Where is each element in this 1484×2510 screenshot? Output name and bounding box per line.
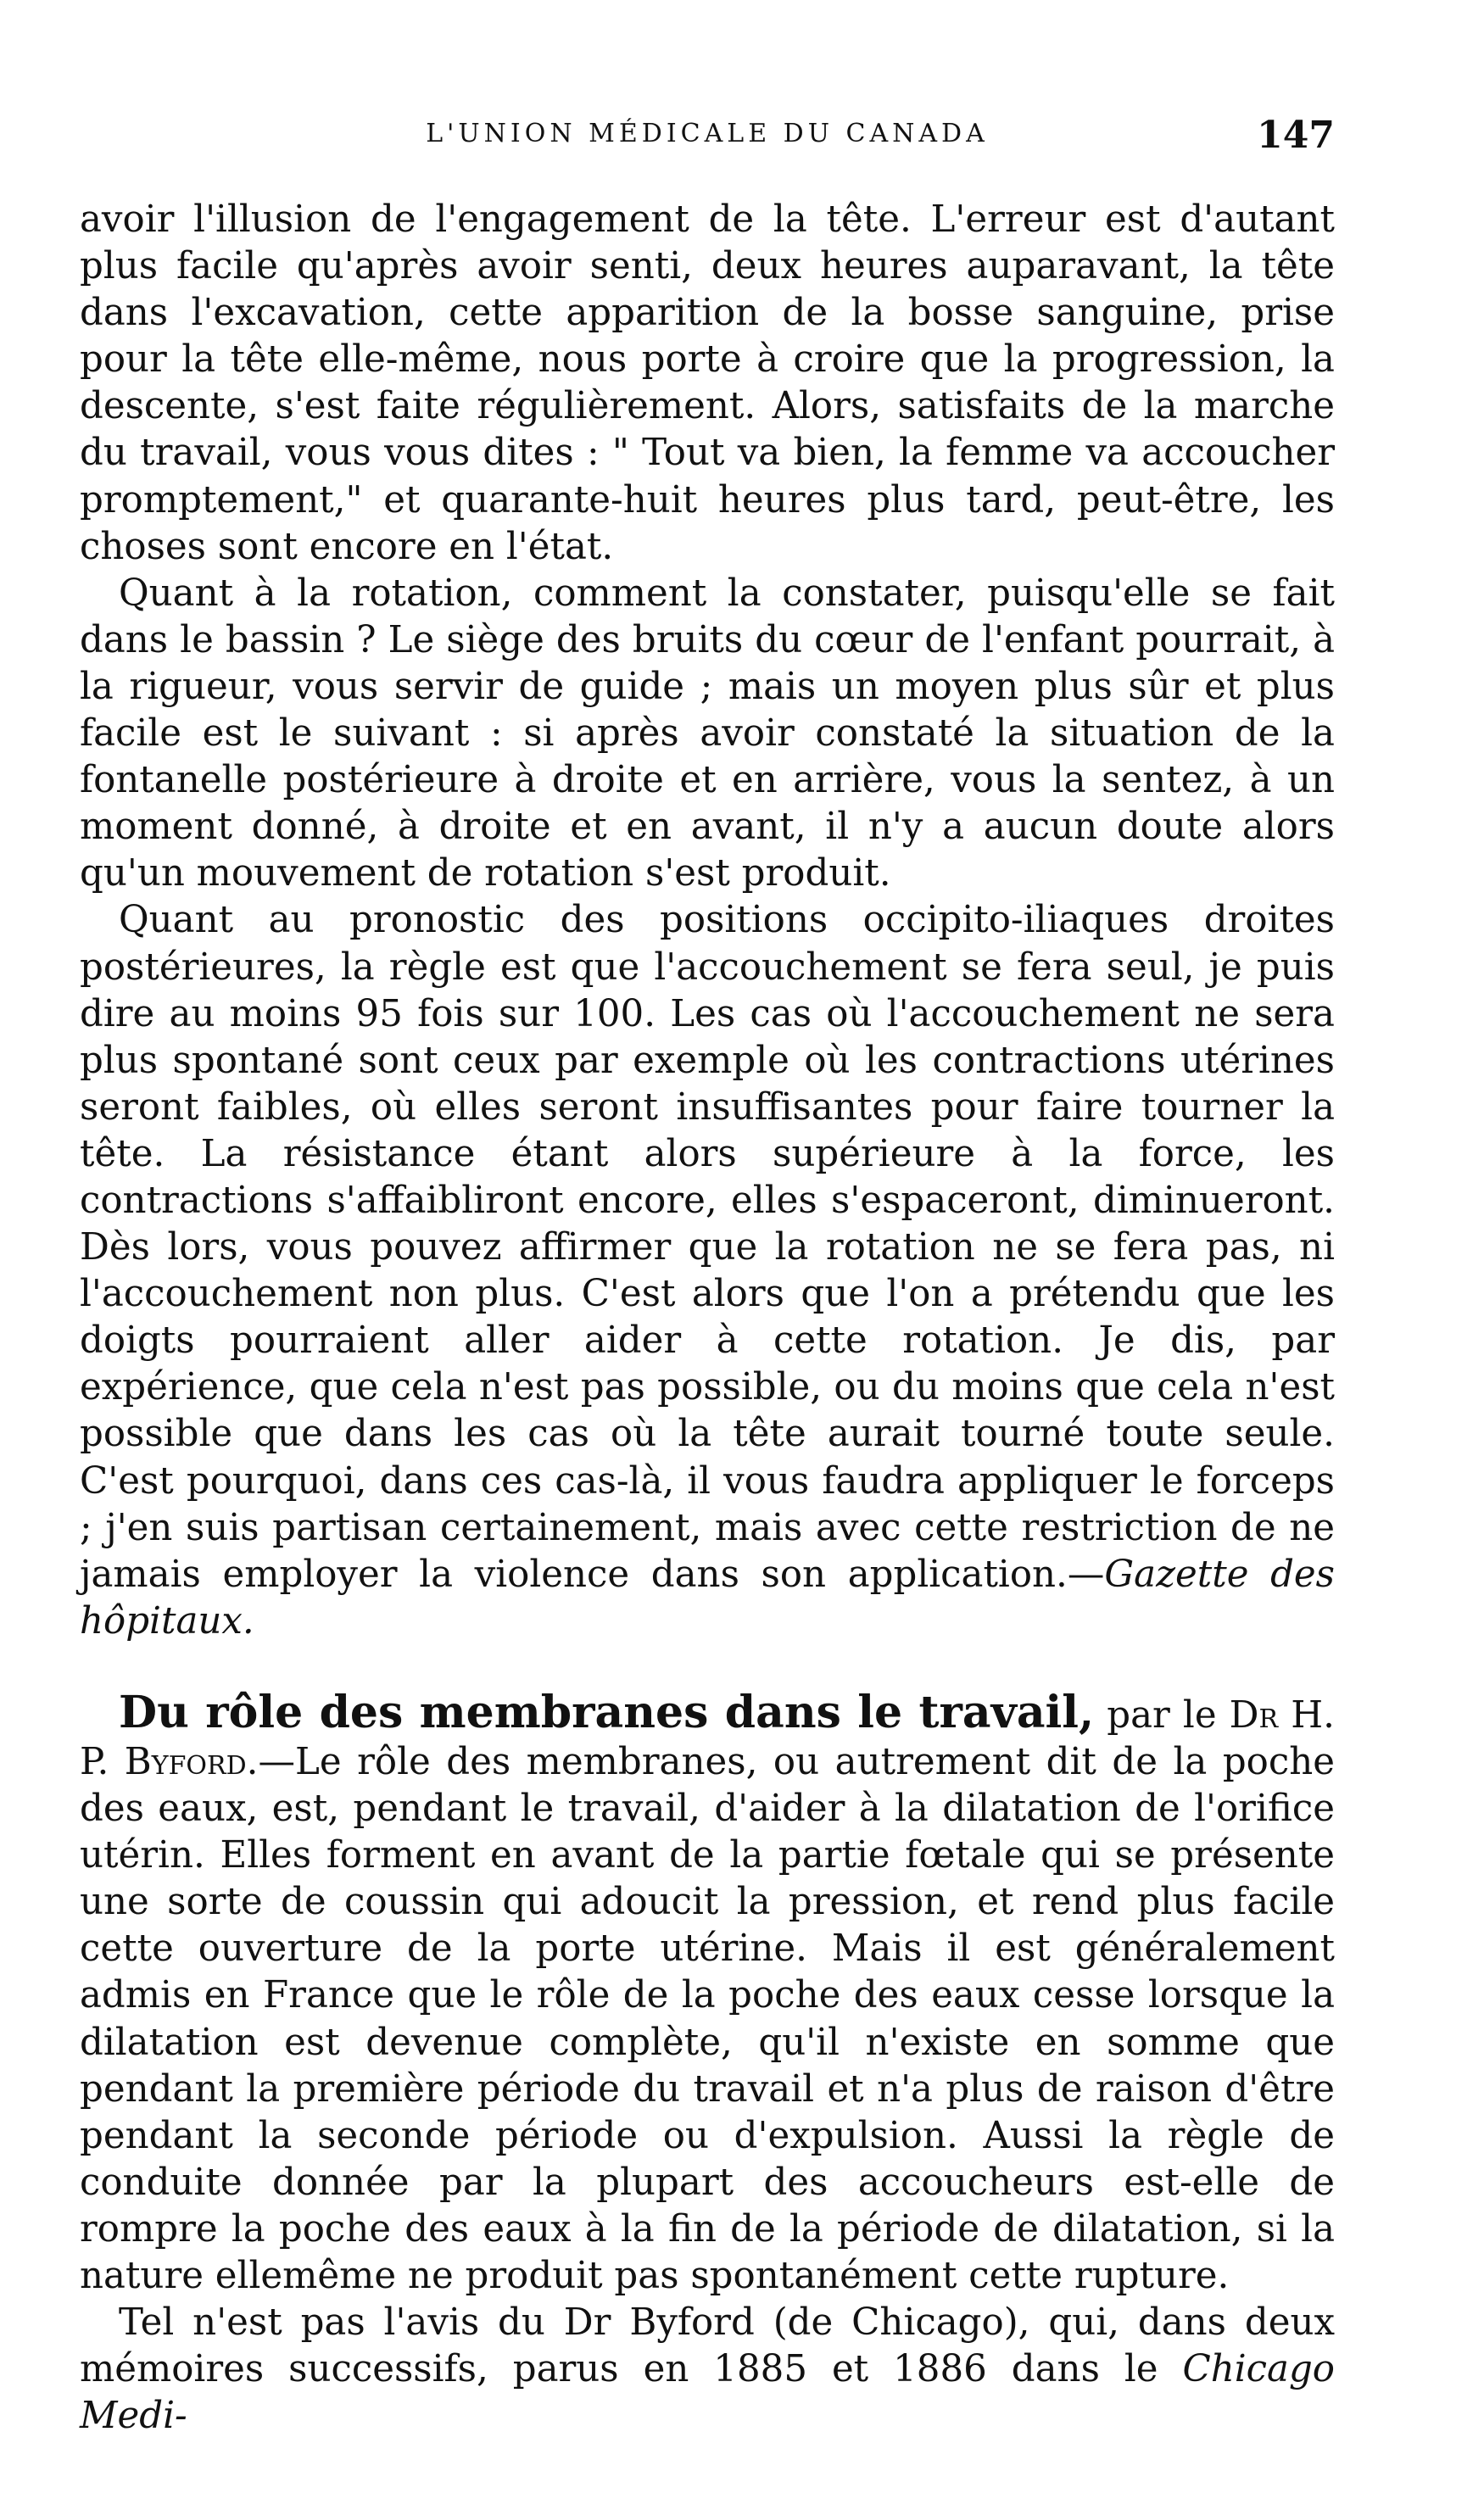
article1-paragraph: avoir l'illusion de l'engagement de la tête. L'erreur est d'autant plus facile qu'après avoir senti, deux heures auparavant, la tête dans l'excavation, cette apparition de la bosse sanguine, prise pour la tête elle-même, nous porte à croire que la progression, la descente, s'est faite régulièrement. Alors, satisfaits de la marche du travail, vous vous dites : " Tout va bien, la femme va accoucher promptement," et quarante-huit heures plus tard, peut-être, les choses sont encore en l'état.: [80, 198, 1335, 568]
article2-paragraph: [80, 2300, 1335, 2440]
article1-paragraph: [80, 897, 1335, 1645]
source-citation: Gazette des hôpitaux.: [80, 1553, 1335, 1643]
article2-paragraph: [80, 1686, 1335, 2300]
page-header: [80, 114, 1335, 170]
page-number: 147: [1257, 114, 1335, 157]
byline-prefix: par le: [1107, 1693, 1217, 1737]
article1-paragraph-text: Quant au pronostic des positions occipito-iliaques droites postérieures, la règle est que l'accouchement se fera seul, je puis dire au moins 95 fois sur 100. Les cas où l'accouchement ne sera plus spontané sont ceux par exemple où les contractions utérines seront faibles, où elles seront insuffisantes pour faire tourner la tête. La résistance étant alors supérieure à la force, les contractions s'affaibliront encore, elles s'espaceront, diminueront. Dès lors, vous pouvez affirmer que la rotation ne se fera pas, ni l'accouchement non plus. C'est alors que l'on a prétendu que les doigts pourraient aller aider à cette rotation. Je dis, par expérience, que cela n'est pas possible, ou du moins que cela n'est possible que dans les cas où la tête aurait tourné toute seule. C'est pourquoi, dans ces cas-là, il vous faudra appliquer le forceps ; j'en suis partisan certainement, mais avec cette restriction de ne jamais employer la violence dans son application.—: [80, 899, 1335, 1596]
article2-paragraph-text: Tel n'est pas l'avis du Dr Byford (de Chicago), qui, dans deux mémoires successifs, parus en 1885 et 1886 dans le: [80, 2301, 1335, 2391]
section-title: Du rôle des membranes dans le travail,: [119, 1686, 1095, 1738]
running-title: L'UNION MÉDICALE DU CANADA: [426, 119, 989, 148]
article2-paragraph-text: —Le rôle des membranes, ou autrement dit de la poche des eaux, est, pendant le travail, d'aider à la dilatation de l'orifice utérin. Elles forment en avant de la partie fœtale qui se présente une sorte de coussin qui adoucit la pression, et rend plus facile cette ouverture de la porte utérine. Mais il est généralement admis en France que le rôle de la poche des eaux cesse lorsque la dilatation est devenue complète, qu'il n'existe en somme que pendant la première période du travail et n'a plus de raison d'être pendant la seconde période ou d'expulsion. Aussi la règle de conduite donnée par la plupart des accoucheurs est-elle de rompre la poche des eaux à la fin de la période de dilatation, si la nature ellemême ne produit pas spontanément cette rupture.: [80, 1741, 1335, 2298]
journal-citation: Chicago Medi-: [80, 2348, 1335, 2438]
body-text: [80, 197, 1335, 2440]
author-name: Dr H. P. Byford.: [80, 1693, 1335, 1783]
article1-paragraph: Quant à la rotation, comment la constater, puisqu'elle se fait dans le bassin ? Le siège des bruits du cœur de l'enfant pourrait, à la rigueur, vous servir de guide ; mais un moyen plus sûr et plus facile est le suivant : si après avoir constaté la situation de la fontanelle postérieure à droite et en arrière, vous la sentez, à un moment donné, à droite et en avant, il n'y a aucun doute alors qu'un mouvement de rotation s'est produit.: [80, 572, 1335, 895]
